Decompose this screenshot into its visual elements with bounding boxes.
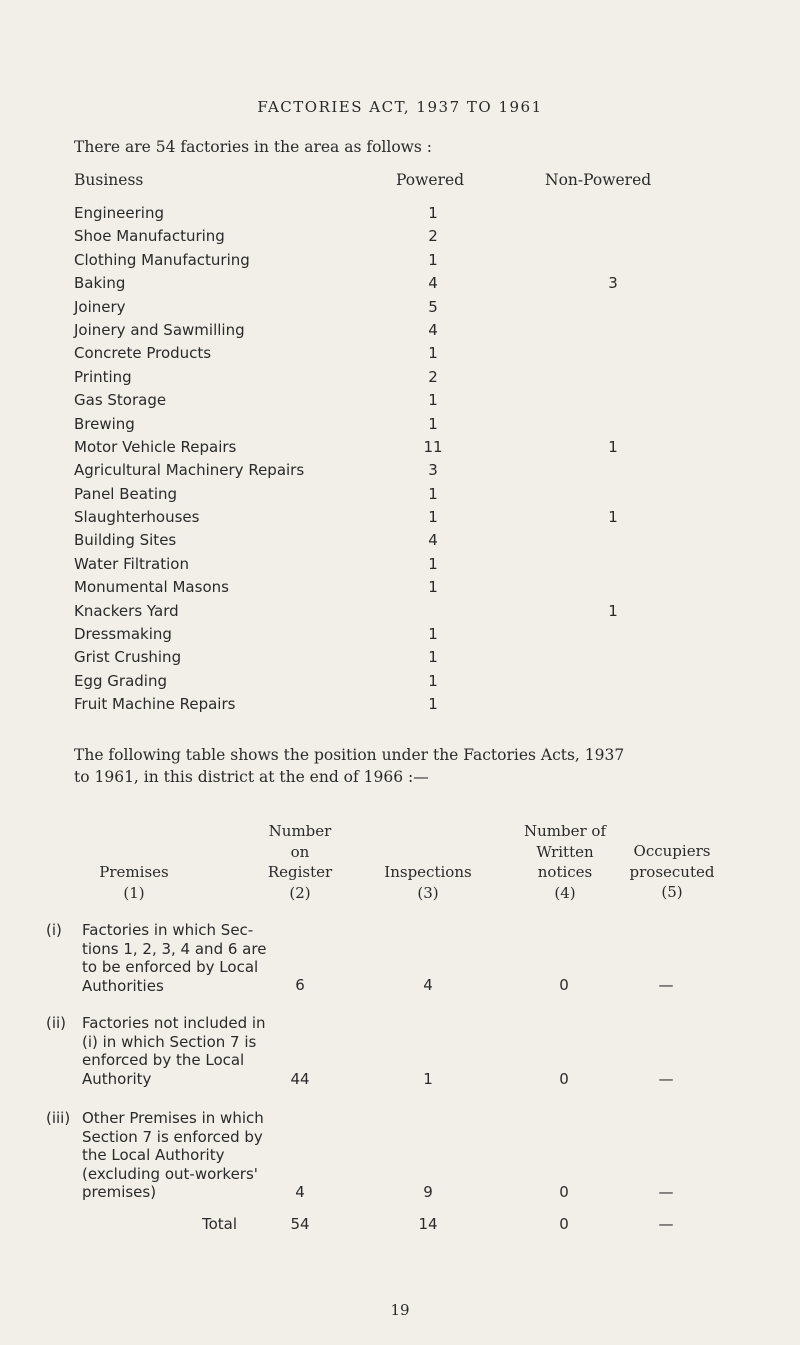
row-number: (iii) — [46, 1109, 71, 1127]
powered-count: 5 — [428, 297, 438, 316]
page-number: 19 — [390, 1301, 410, 1319]
description-line: to be enforced by Local — [82, 958, 259, 976]
business-name: Clothing Manufacturing — [74, 250, 250, 269]
business-name: Baking — [74, 274, 126, 293]
powered-count: 1 — [428, 391, 438, 410]
business-name: Gas Storage — [74, 391, 167, 410]
powered-count: 4 — [428, 531, 438, 550]
row-3-inspections: 9 — [423, 1183, 433, 1201]
notices-header-line2: Written — [536, 842, 594, 861]
business-name: Concrete Products — [74, 344, 212, 363]
row-1-prosecuted: — — [658, 976, 674, 994]
premises-header-label: Premises — [99, 863, 169, 881]
total-notices: 0 — [559, 1215, 569, 1233]
row-3-prosecuted: — — [658, 1183, 674, 1201]
notices-header-line3: notices — [537, 863, 593, 881]
business-row — [0, 648, 800, 671]
description-line: (excluding out-workers' — [82, 1164, 258, 1183]
business-row — [0, 625, 800, 648]
description-line: premises) — [82, 1183, 157, 1201]
business-row — [0, 274, 800, 297]
business-row — [0, 695, 800, 718]
business-row — [0, 391, 800, 414]
business-row — [0, 578, 800, 601]
business-name: Dressmaking — [74, 625, 172, 644]
inspections-header-num: (3) — [417, 883, 439, 902]
description-line: Authorities — [82, 976, 164, 995]
total-register: 54 — [290, 1215, 310, 1233]
row-2-notices: 0 — [559, 1070, 569, 1088]
business-row — [0, 321, 800, 344]
powered-count: 1 — [428, 625, 438, 644]
powered-count: 4 — [428, 274, 438, 293]
description-line: Section 7 is enforced by — [82, 1127, 263, 1146]
business-row — [0, 508, 800, 531]
row-3-notices: 0 — [559, 1183, 569, 1201]
register-header-line3: Register — [267, 863, 333, 881]
description-line: enforced by the Local — [82, 1051, 245, 1069]
intro-text: There are 54 factories in the area as follows : — [74, 138, 433, 156]
business-row — [0, 344, 800, 367]
powered-count: 4 — [428, 320, 438, 339]
business-name: Egg Grading — [74, 671, 167, 690]
prosecuted-header-num: (5) — [661, 883, 683, 901]
prosecuted-header-line2: prosecuted — [629, 862, 715, 881]
business-name: Knackers Yard — [74, 601, 179, 620]
row-1-inspections: 4 — [423, 976, 433, 994]
description-line: Factories not included in — [82, 1014, 266, 1032]
business-name: Panel Beating — [74, 484, 178, 503]
business-name: Monumental Masons — [74, 578, 229, 597]
powered-count: 1 — [428, 250, 438, 269]
powered-count: 1 — [428, 484, 438, 503]
powered-count: 11 — [423, 437, 443, 456]
business-name: Motor Vehicle Repairs — [74, 437, 237, 456]
description-line: Authority — [82, 1069, 152, 1088]
business-name: Grist Crushing — [74, 648, 182, 667]
description-line: (i) in which Section 7 is — [82, 1032, 257, 1051]
register-header-num: (2) — [289, 883, 311, 902]
business-name: Agricultural Machinery Repairs — [74, 461, 305, 480]
prosecuted-header-line1: Occupiers — [633, 842, 711, 860]
business-row — [0, 602, 800, 625]
non-powered-count: 1 — [608, 601, 618, 620]
notices-header-line1: Number of — [523, 822, 606, 840]
table-intro-paragraph — [74, 744, 754, 788]
notices-header — [505, 821, 625, 903]
total-label: Total — [202, 1215, 238, 1233]
row-2-prosecuted: — — [658, 1070, 674, 1088]
description-line: tions 1, 2, 3, 4 and 6 are — [82, 939, 267, 958]
business-row — [0, 555, 800, 578]
description-line: Other Premises in which — [82, 1109, 264, 1127]
non-powered-header: Non-Powered — [545, 171, 652, 189]
powered-count: 1 — [428, 508, 438, 527]
business-name: Shoe Manufacturing — [74, 227, 225, 246]
business-row — [0, 368, 800, 391]
business-row — [0, 204, 800, 227]
description-line: the Local Authority — [82, 1146, 225, 1164]
powered-count: 3 — [428, 461, 438, 480]
powered-count: 1 — [428, 204, 438, 222]
inspections-header — [368, 862, 488, 903]
description-line: Factories in which Sec- — [82, 921, 254, 939]
powered-count: 2 — [428, 367, 438, 386]
business-name: Building Sites — [74, 531, 177, 550]
powered-count: 1 — [428, 695, 438, 714]
non-powered-count: 3 — [608, 274, 618, 293]
total-inspections: 14 — [418, 1215, 438, 1233]
business-row — [0, 531, 800, 554]
powered-count: 2 — [428, 227, 438, 246]
business-name: Engineering — [74, 204, 164, 222]
business-name: Water Filtration — [74, 554, 189, 573]
business-header: Business — [74, 171, 144, 189]
total-prosecuted: — — [658, 1215, 674, 1233]
non-powered-count: 1 — [608, 437, 618, 456]
premises-header-num: (1) — [123, 883, 145, 902]
paragraph-line-1: The following table shows the position under the Factories Acts, 1937 — [74, 746, 625, 764]
prosecuted-header — [612, 841, 732, 903]
row-2-inspections: 1 — [423, 1070, 433, 1088]
row-2-register: 44 — [290, 1070, 310, 1088]
business-name: Brewing — [74, 414, 135, 433]
register-header-line1: Number — [268, 822, 332, 840]
row-1-notices: 0 — [559, 976, 569, 994]
register-header — [250, 821, 350, 903]
paragraph-line-2: to 1961, in this district at the end of 1966 :— — [74, 768, 429, 786]
business-row — [0, 438, 800, 461]
business-name: Joinery — [74, 297, 126, 316]
business-row — [0, 298, 800, 321]
powered-count: 1 — [428, 648, 438, 667]
business-row — [0, 461, 800, 484]
business-name: Slaughterhouses — [74, 508, 200, 527]
powered-count: 1 — [428, 578, 438, 597]
inspections-header-label: Inspections — [384, 863, 472, 881]
business-row — [0, 485, 800, 508]
business-row — [0, 227, 800, 250]
business-row — [0, 251, 800, 274]
powered-count: 1 — [428, 671, 438, 690]
row-3-register: 4 — [295, 1183, 305, 1201]
page-title: FACTORIES ACT, 1937 TO 1961 — [257, 98, 543, 116]
powered-header: Powered — [396, 171, 465, 189]
powered-count: 1 — [428, 414, 438, 433]
business-name: Joinery and Sawmilling — [74, 320, 245, 339]
powered-count: 1 — [428, 554, 438, 573]
row-1-register: 6 — [295, 976, 305, 994]
business-row — [0, 672, 800, 695]
business-name: Printing — [74, 367, 132, 386]
business-row — [0, 415, 800, 438]
register-header-line2: on — [290, 842, 310, 861]
powered-count: 1 — [428, 344, 438, 363]
row-number: (ii) — [46, 1014, 67, 1032]
business-list — [0, 204, 800, 719]
row-number: (i) — [46, 921, 62, 939]
non-powered-count: 1 — [608, 508, 618, 527]
business-name: Fruit Machine Repairs — [74, 695, 236, 714]
notices-header-num: (4) — [554, 883, 576, 902]
premises-header — [84, 862, 184, 903]
